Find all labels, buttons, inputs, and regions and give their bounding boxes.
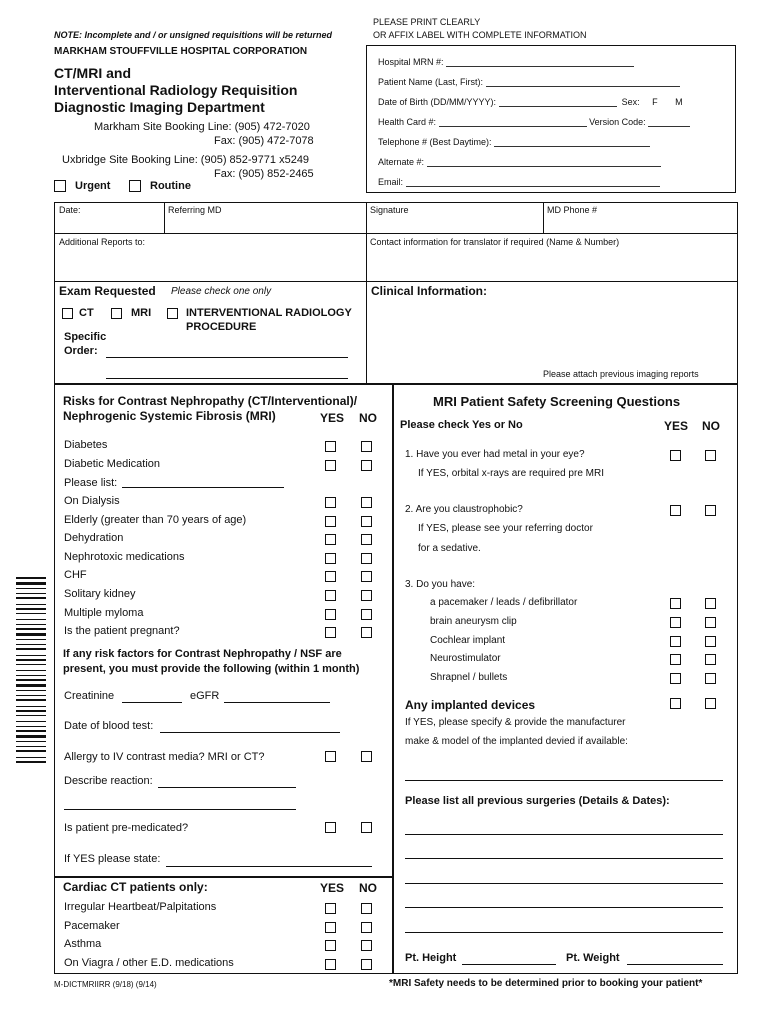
risk-item-label: Solitary kidney [64,588,136,600]
cardiac-title: Cardiac CT patients only: [63,880,208,894]
sex-f[interactable]: F [652,97,658,107]
height-label: Pt. Height [405,952,457,964]
dob-label: Date of Birth (DD/MM/YYYY): [378,97,497,107]
implanted-no-checkbox[interactable] [705,698,716,709]
device-item-label: Neurostimulator [430,653,501,664]
device-no-checkbox[interactable] [705,617,716,628]
risk-no-checkbox[interactable] [361,590,372,601]
egfr-field[interactable] [224,702,330,703]
cardiac-yes-header: YES [320,881,345,895]
ct-label: CT [79,307,94,319]
describe-reaction-field[interactable] [158,787,296,788]
risk-yes-checkbox[interactable] [325,571,336,582]
urgent-label: Urgent [75,180,111,192]
cardiac-yes-checkbox[interactable] [325,959,336,970]
barcode-bar [16,593,46,594]
email-field[interactable] [406,177,660,187]
barcode-bar [16,644,46,645]
ir-label-1: INTERVENTIONAL RADIOLOGY [186,307,352,319]
cardiac-yes-checkbox[interactable] [325,903,336,914]
barcode-bar [16,699,46,701]
risk-item-label: Diabetic Medication [64,458,160,470]
barcode-bar [16,655,46,656]
q2-note-1: If YES, please see your referring doctor [418,523,593,534]
cardiac-no-checkbox[interactable] [361,922,372,933]
barcode-bar [16,577,46,579]
risk-item-label: Multiple myloma [64,607,144,619]
risk-item-label: On Dialysis [64,495,120,507]
implanted-details-field[interactable] [405,780,723,781]
mrn-label: Hospital MRN #: [378,57,444,67]
premedicated-no-checkbox[interactable] [361,822,372,833]
print-clearly-note: PLEASE PRINT CLEARLY [373,17,481,27]
implanted-note-2: make & model of the implanted devied if available: [405,736,628,747]
allergy-label: Allergy to IV contrast media? MRI or CT? [64,751,265,763]
incomplete-note: NOTE: Incomplete and / or unsigned requisitions will be returned [54,30,333,40]
weight-label: Pt. Weight [566,952,620,964]
q2-label: 2. Are you claustrophobic? [405,504,523,515]
risks-title-1: Risks for Contrast Nephropathy (CT/Interventional)/ [63,394,358,408]
egfr-label: eGFR [190,690,220,702]
sex-m[interactable]: M [675,97,683,107]
specific-order-field-2[interactable] [106,378,348,379]
weight-field[interactable] [627,964,723,965]
medication-list-field[interactable] [122,487,284,488]
barcode-bar [16,735,46,738]
implanted-devices-label: Any implanted devices [405,698,536,712]
cardiac-no-checkbox[interactable] [361,959,372,970]
uxbridge-fax: Fax: (905) 852-2465 [214,168,314,180]
q1-yes-checkbox[interactable] [670,450,681,461]
ir-label-2: PROCEDURE [186,321,257,333]
blood-test-label: Date of blood test: [64,720,154,732]
mri-safety-footer: *MRI Safety needs to be determined prior to booking your patient* [389,978,703,989]
q3-label: 3. Do you have: [405,579,476,590]
risks-title-2: Nephrogenic Systemic Fibrosis (MRI) [63,409,276,423]
risk-no-checkbox[interactable] [361,497,372,508]
risk-no-checkbox[interactable] [361,609,372,620]
barcode-bar [16,670,46,671]
implanted-note-1: If YES, please specify & provide the manufacturer [405,717,626,728]
barcode-bar [16,726,46,727]
form-title-3: Diagnostic Imaging Department [54,99,265,115]
risk-item-label: Diabetes [64,439,108,451]
barcode-bar [16,761,46,763]
barcode-bar [16,639,46,640]
mrn-field[interactable] [446,57,634,67]
cardiac-no-checkbox[interactable] [361,940,372,951]
barcode-bar [16,715,46,716]
barcode-bar [16,750,46,752]
email-label: Email: [378,177,404,187]
risk-item-label: CHF [64,569,87,581]
describe-reaction-field-2[interactable] [64,809,296,810]
risk-no-checkbox[interactable] [361,627,372,638]
allergy-no-checkbox[interactable] [361,751,372,762]
version-code-label: Version Code: [589,117,646,127]
additional-reports-label: Additional Reports to: [59,237,146,247]
barcode [16,577,46,767]
risk-no-checkbox[interactable] [361,534,372,545]
risk-no-checkbox[interactable] [361,571,372,582]
mri-checkbox[interactable] [111,308,122,319]
risk-yes-checkbox[interactable] [325,497,336,508]
cardiac-item-label: Irregular Heartbeat/Palpitations [64,901,217,913]
mri-label: MRI [131,307,152,319]
health-card-label: Health Card #: [378,117,437,127]
risk-item-label: Please list: [64,477,118,489]
barcode-bar [16,628,46,630]
routine-checkbox[interactable] [129,180,141,192]
telephone-label: Telephone # (Best Daytime): [378,137,492,147]
patient-info-box [366,45,736,193]
barcode-bar [16,730,46,732]
barcode-bar [16,706,46,707]
alternate-field[interactable] [427,157,661,167]
surgeries-field-5[interactable] [405,932,723,933]
cardiac-item-label: On Viagra / other E.D. medications [64,957,234,969]
surgeries-field-4[interactable] [405,907,723,908]
risk-yes-checkbox[interactable] [325,534,336,545]
allergy-yes-checkbox[interactable] [325,751,336,762]
uxbridge-booking: Uxbridge Site Booking Line: (905) 852-9771 x5249 [62,154,310,166]
risk-yes-checkbox[interactable] [325,609,336,620]
risk-item-label: Elderly (greater than 70 years of age) [64,514,247,526]
barcode-graphic [16,577,46,767]
barcode-bar [16,664,46,665]
surgeries-field-3[interactable] [405,883,723,884]
q1-note: If YES, orbital x-rays are required pre MRI [418,468,604,479]
health-card-field[interactable] [439,117,587,127]
alternate-label: Alternate #: [378,157,425,167]
mri-no-header: NO [702,419,720,433]
barcode-bar [16,624,46,625]
signature-label: Signature [370,205,409,215]
risk-yes-checkbox[interactable] [325,590,336,601]
clinical-info-label: Clinical Information: [371,284,488,298]
creatinine-field[interactable] [122,702,182,703]
creatinine-label: Creatinine [64,690,115,702]
specific-label: Specific [64,331,107,343]
mri-check-note: Please check Yes or No [400,419,523,431]
telephone-field[interactable] [494,137,650,147]
q2-note-2: for a sedative. [418,543,481,554]
barcode-bar [16,710,46,712]
routine-label: Routine [150,180,191,192]
barcode-bar [16,679,46,681]
surgeries-field-1[interactable] [405,834,723,835]
mri-safety-title: MRI Patient Safety Screening Questions [433,394,681,409]
device-no-checkbox[interactable] [705,654,716,665]
org-name: MARKHAM STOUFFVILLE HOSPITAL CORPORATION [54,46,308,57]
check-one-note: Please check one only [171,286,272,297]
urgent-checkbox[interactable] [54,180,66,192]
risk-no-checkbox[interactable] [361,553,372,564]
barcode-bar [16,608,46,610]
q2-no-checkbox[interactable] [705,505,716,516]
md-phone-label: MD Phone # [547,205,598,215]
barcode-bar [16,675,46,676]
device-item-label: Cochlear implant [430,635,506,646]
cardiac-no-checkbox[interactable] [361,903,372,914]
barcode-bar [16,604,46,605]
device-no-checkbox[interactable] [705,636,716,647]
barcode-bar [16,746,46,747]
specific-order-field[interactable] [106,357,348,358]
form-title-1: CT/MRI and [54,65,131,81]
date-label: Date: [59,205,81,215]
barcode-bar [16,597,46,599]
barcode-bar [16,582,46,585]
exam-requested-label: Exam Requested [59,284,156,298]
q1-label: 1. Have you ever had metal in your eye? [405,449,585,460]
dob-field[interactable] [499,97,617,107]
barcode-bar [16,619,46,620]
form-code: M-DICTMRIIRR (9/18) (9/14) [54,980,157,989]
device-no-checkbox[interactable] [705,598,716,609]
risk-yes-checkbox[interactable] [325,441,336,452]
risk-yes-checkbox[interactable] [325,460,336,471]
risk-yes-checkbox[interactable] [325,516,336,527]
surgeries-field-2[interactable] [405,858,723,859]
surgeries-label: Please list all previous surgeries (Details & Dates): [405,795,670,807]
referring-md-label: Referring MD [168,205,222,215]
barcode-bar [16,757,46,758]
barcode-bar [16,690,46,691]
cardiac-yes-checkbox[interactable] [325,922,336,933]
device-yes-checkbox[interactable] [670,654,681,665]
barcode-bar [16,633,46,636]
risk-no-checkbox[interactable] [361,460,372,471]
device-item-label: Shrapnel / bullets [430,672,508,683]
patient-name-label: Patient Name (Last, First): [378,77,484,87]
if-yes-state-field[interactable] [166,866,372,867]
risk-yes-checkbox[interactable] [325,553,336,564]
risk-item-label: Is the patient pregnant? [64,625,180,637]
risks-yes-header: YES [320,411,345,425]
form-title-2: Interventional Radiology Requisition [54,82,298,98]
implanted-yes-checkbox[interactable] [670,698,681,709]
markham-fax: Fax: (905) 472-7078 [214,135,314,147]
barcode-bar [16,588,46,589]
patient-name-field[interactable] [486,77,680,87]
barcode-bar [16,659,46,661]
q2-yes-checkbox[interactable] [670,505,681,516]
risk-yes-checkbox[interactable] [325,627,336,638]
premedicated-yes-checkbox[interactable] [325,822,336,833]
markham-booking: Markham Site Booking Line: (905) 472-7020 [94,121,310,133]
if-yes-state-label: If YES please state: [64,853,161,865]
sex-label: Sex: [621,97,640,107]
risk-note-1: If any risk factors for Contrast Nephropathy / NSF are [63,648,342,660]
order-label: Order: [64,345,98,357]
cardiac-item-label: Asthma [64,938,102,950]
attach-reports-note: Please attach previous imaging reports [543,369,699,379]
device-yes-checkbox[interactable] [670,673,681,684]
barcode-bar [16,648,46,650]
premedicated-label: Is patient pre-medicated? [64,822,189,834]
risk-no-checkbox[interactable] [361,516,372,527]
risk-no-checkbox[interactable] [361,441,372,452]
risks-no-header: NO [359,411,377,425]
device-item-label: brain aneurysm clip [430,616,517,627]
height-field[interactable] [462,964,556,965]
risk-item-label: Nephrotoxic medications [64,551,185,563]
cardiac-item-label: Pacemaker [64,920,120,932]
risk-note-2: present, you must provide the following (within 1 month) [63,663,360,675]
q1-no-checkbox[interactable] [705,450,716,461]
risk-item-label: Dehydration [64,532,124,544]
translator-label: Contact information for translator if required (Name & Number) [370,237,620,247]
device-no-checkbox[interactable] [705,673,716,684]
device-yes-checkbox[interactable] [670,636,681,647]
version-code-field[interactable] [648,117,690,127]
ct-checkbox[interactable] [62,308,73,319]
affix-label-note: OR AFFIX LABEL WITH COMPLETE INFORMATION [373,30,587,40]
barcode-bar [16,695,46,696]
device-item-label: a pacemaker / leads / defibrillator [430,597,578,608]
describe-reaction-label: Describe reaction: [64,775,153,787]
barcode-bar [16,684,46,687]
device-yes-checkbox[interactable] [670,598,681,609]
cardiac-yes-checkbox[interactable] [325,940,336,951]
blood-test-field[interactable] [160,732,340,733]
mri-yes-header: YES [664,419,689,433]
cardiac-no-header: NO [359,881,377,895]
barcode-bar [16,741,46,742]
barcode-bar [16,721,46,722]
device-yes-checkbox[interactable] [670,617,681,628]
ir-checkbox[interactable] [167,308,178,319]
barcode-bar [16,613,46,614]
